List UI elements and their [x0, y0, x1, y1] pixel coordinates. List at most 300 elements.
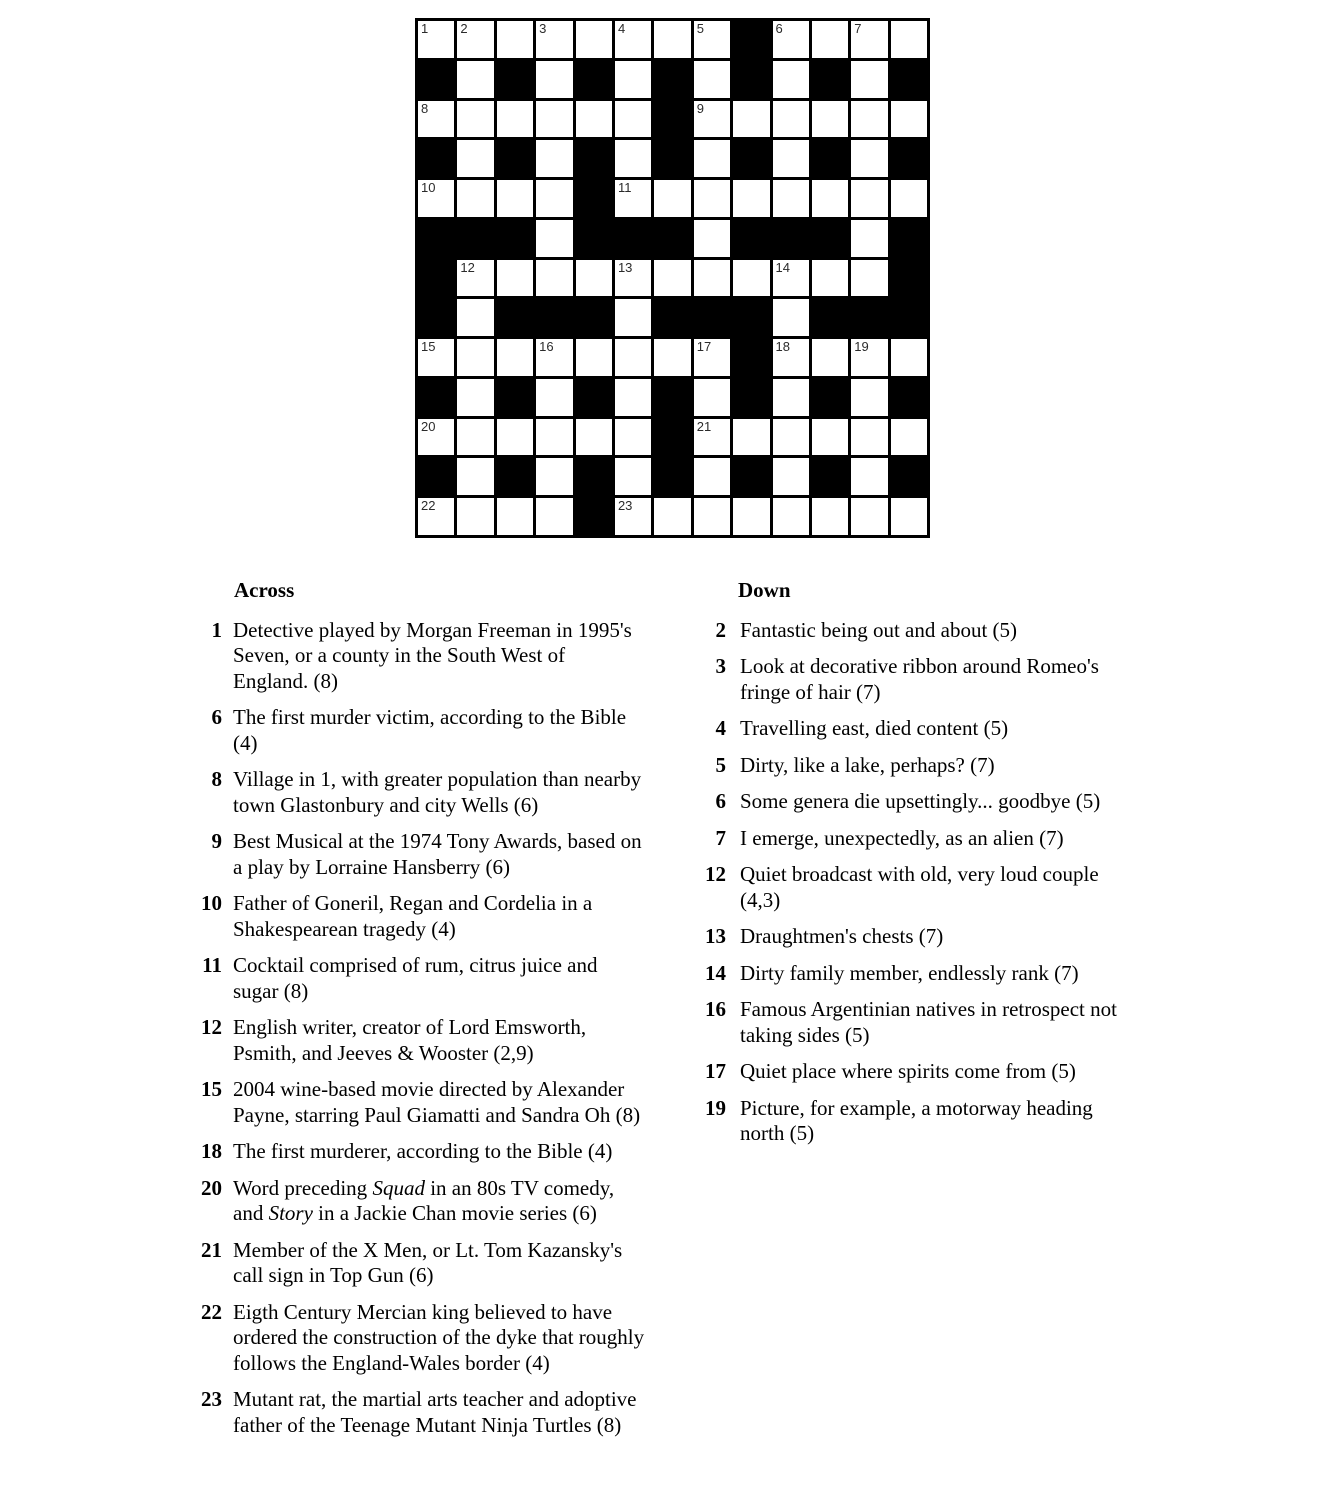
cell-number: 21: [696, 418, 712, 434]
across-clue-21: [196, 1238, 645, 1289]
clue-text: [740, 618, 1142, 644]
cell-number: 14: [775, 259, 790, 275]
clue-number: 8: [211, 767, 222, 791]
white-cell[interactable]: [851, 180, 887, 217]
white-cell[interactable]: [536, 419, 572, 456]
across-clue-9: [196, 829, 645, 880]
white-cell[interactable]: [576, 260, 612, 297]
clue-text: [233, 618, 645, 695]
clue-number: 5: [715, 752, 726, 777]
white-cell[interactable]: [536, 21, 572, 58]
clue-text-segment: Travelling east, died content (5): [740, 716, 1009, 740]
clue-number: 22: [201, 1299, 222, 1324]
clue-text: [233, 767, 645, 818]
white-cell[interactable]: [497, 419, 533, 456]
clue-text-segment: Quiet broadcast with old, very loud couple (4,3): [740, 862, 1099, 912]
clue-number: 7: [715, 825, 726, 850]
clue-text: [740, 753, 1142, 779]
white-cell[interactable]: [851, 140, 887, 177]
cell-number: 9: [696, 100, 704, 116]
cell-number: 18: [775, 339, 790, 354]
across-clue-23: [196, 1387, 645, 1438]
clue-text: [233, 1300, 645, 1377]
across-clue-11: [196, 953, 645, 1004]
white-cell[interactable]: [891, 21, 927, 58]
down-clue-19: [700, 1096, 1142, 1147]
black-cell: [418, 61, 454, 98]
cell-number: 5: [696, 21, 704, 36]
black-cell: [891, 379, 927, 416]
clue-number: 23: [201, 1387, 222, 1411]
white-cell[interactable]: [497, 101, 533, 138]
black-cell: [576, 140, 612, 177]
clue-text-segment: Best Musical at the 1974 Tony Awards, based on a play by Lorraine Hansberry (6): [233, 829, 642, 879]
white-cell[interactable]: [615, 498, 651, 535]
white-cell[interactable]: [773, 419, 809, 456]
white-cell[interactable]: [457, 379, 493, 416]
cell-number: 3: [539, 21, 547, 36]
black-cell: [576, 458, 612, 495]
clue-text: [740, 716, 1142, 742]
clue-number: 20: [201, 1175, 222, 1200]
black-cell: [891, 140, 927, 177]
clue-number: 3: [715, 654, 726, 678]
clue-text-segment: Father of Goneril, Regan and Cordelia in a Shakespearean tragedy (4): [233, 891, 593, 941]
clue-text: [740, 1096, 1142, 1147]
black-cell: [694, 299, 730, 336]
white-cell[interactable]: [773, 61, 809, 98]
clue-number: 17: [705, 1059, 726, 1083]
white-cell[interactable]: [536, 379, 572, 416]
cell-number: 19: [854, 339, 869, 354]
white-cell[interactable]: [773, 498, 809, 535]
down-clue-list: [700, 618, 1142, 1147]
clue-number: 19: [705, 1095, 726, 1120]
clue-text-segment: Cocktail comprised of rum, citrus juice and sugar (8): [233, 953, 598, 1003]
across-heading: Across: [234, 578, 295, 602]
down-clue-16: [700, 997, 1142, 1048]
clue-text-segment: The first murderer, according to the Bible (4): [233, 1139, 613, 1163]
clue-number: 4: [715, 716, 726, 740]
black-cell: [654, 101, 690, 138]
white-cell[interactable]: [733, 180, 769, 217]
black-cell: [576, 498, 612, 535]
clue-number: 12: [705, 862, 726, 886]
white-cell[interactable]: [733, 498, 769, 535]
across-clue-list: [196, 618, 645, 1439]
white-cell[interactable]: [812, 180, 848, 217]
clue-text: [233, 1139, 645, 1165]
down-heading: Down: [738, 578, 791, 602]
white-cell[interactable]: [733, 260, 769, 297]
clue-number: 21: [201, 1237, 222, 1262]
white-cell[interactable]: [497, 180, 533, 217]
white-cell[interactable]: [615, 419, 651, 456]
cell-number: 2: [460, 21, 468, 36]
down-clue-5: [700, 753, 1142, 779]
clue-number: 16: [705, 997, 726, 1021]
white-cell[interactable]: [851, 101, 887, 138]
white-cell[interactable]: [773, 458, 809, 495]
white-cell[interactable]: [773, 379, 809, 416]
down-clue-2: [700, 618, 1142, 644]
black-cell: [733, 140, 769, 177]
black-cell: [497, 61, 533, 98]
black-cell: [418, 379, 454, 416]
white-cell[interactable]: [654, 21, 690, 58]
across-clue-18: [196, 1139, 645, 1165]
clue-text-segment: Picture, for example, a motorway heading north (5): [740, 1095, 1093, 1145]
white-cell[interactable]: [694, 220, 730, 257]
cell-number: 15: [421, 339, 436, 354]
black-cell: [418, 140, 454, 177]
clue-text-segment: Dirty, like a lake, perhaps? (7): [740, 752, 995, 777]
white-cell[interactable]: [418, 419, 454, 456]
white-cell[interactable]: [773, 180, 809, 217]
across-clue-22: [196, 1300, 645, 1377]
white-cell[interactable]: [497, 498, 533, 535]
clue-text-segment: Look at decorative ribbon around Romeo's fringe of hair (7): [740, 654, 1099, 704]
clue-number: 11: [202, 953, 222, 977]
across-clue-20: [196, 1176, 645, 1227]
black-cell: [576, 220, 612, 257]
black-cell: [654, 220, 690, 257]
black-cell: [733, 21, 769, 58]
white-cell[interactable]: [694, 458, 730, 495]
black-cell: [615, 220, 651, 257]
cell-number: 23: [617, 498, 633, 513]
clue-text-segment: The first murder victim, according to the Bible (4): [233, 705, 627, 755]
clue-number: 2: [715, 617, 726, 642]
cell-number: 7: [854, 21, 862, 36]
black-cell: [733, 299, 769, 336]
white-cell[interactable]: [851, 61, 887, 98]
clue-text-segment: Word preceding: [233, 1175, 373, 1200]
clue-text: [233, 1176, 645, 1227]
clue-text: [233, 1238, 645, 1289]
white-cell[interactable]: [615, 458, 651, 495]
white-cell[interactable]: [536, 260, 572, 297]
clue-text-segment: Some genera die upsettingly... goodbye (5): [740, 789, 1101, 813]
black-cell: [576, 180, 612, 217]
black-cell: [418, 260, 454, 297]
white-cell[interactable]: [615, 299, 651, 336]
cell-number: 10: [421, 180, 436, 195]
white-cell[interactable]: [536, 498, 572, 535]
white-cell[interactable]: [536, 220, 572, 257]
cell-number: 6: [775, 21, 783, 36]
black-cell: [812, 61, 848, 98]
down-clue-13: [700, 924, 1142, 950]
white-cell[interactable]: [694, 419, 730, 456]
black-cell: [418, 458, 454, 495]
across-clue-10: [196, 891, 645, 942]
white-cell[interactable]: [418, 339, 454, 376]
clue-text-segment: Mutant rat, the martial arts teacher and adoptive father of the Teenage Mutant Ninja Turtles (8): [233, 1387, 637, 1437]
white-cell[interactable]: [654, 498, 690, 535]
black-cell: [733, 339, 769, 376]
black-cell: [851, 299, 887, 336]
clue-number: 6: [211, 705, 222, 729]
white-cell[interactable]: [654, 339, 690, 376]
clue-text-segment: Member of the X Men, or Lt. Tom Kazansky's call sign in Top Gun (6): [233, 1237, 623, 1287]
clue-text: [233, 1387, 645, 1438]
white-cell[interactable]: [851, 419, 887, 456]
cell-number: 13: [617, 259, 633, 275]
white-cell[interactable]: [812, 419, 848, 456]
white-cell[interactable]: [851, 498, 887, 535]
white-cell[interactable]: [733, 419, 769, 456]
white-cell[interactable]: [615, 379, 651, 416]
cell-number: 8: [421, 100, 429, 116]
white-cell[interactable]: [694, 101, 730, 138]
white-cell[interactable]: [418, 21, 454, 58]
down-clue-17: [700, 1059, 1142, 1085]
white-cell[interactable]: [536, 339, 572, 376]
white-cell[interactable]: [457, 339, 493, 376]
clue-text: [740, 924, 1142, 950]
white-cell[interactable]: [457, 21, 493, 58]
clue-text: [233, 705, 645, 756]
white-cell[interactable]: [615, 180, 651, 217]
white-cell[interactable]: [773, 140, 809, 177]
white-cell[interactable]: [457, 61, 493, 98]
clue-text: [740, 1059, 1142, 1085]
clue-number: 10: [201, 891, 222, 915]
black-cell: [536, 299, 572, 336]
black-cell: [576, 299, 612, 336]
white-cell[interactable]: [891, 180, 927, 217]
down-clue-12: [700, 862, 1142, 913]
clue-text: [233, 953, 645, 1004]
down-clue-3: [700, 654, 1142, 705]
black-cell: [654, 379, 690, 416]
clue-text-segment: I emerge, unexpectedly, as an alien (7): [740, 825, 1064, 850]
white-cell[interactable]: [773, 21, 809, 58]
clue-text-segment: Draughtmen's chests (7): [740, 924, 944, 948]
cell-number: 17: [696, 339, 712, 354]
white-cell[interactable]: [851, 260, 887, 297]
clue-text-segment: English writer, creator of Lord Emsworth, Psmith, and Jeeves & Wooster (2,9): [233, 1015, 587, 1065]
white-cell[interactable]: [536, 140, 572, 177]
white-cell[interactable]: [733, 101, 769, 138]
black-cell: [812, 140, 848, 177]
white-cell[interactable]: [576, 419, 612, 456]
black-cell: [891, 260, 927, 297]
white-cell[interactable]: [773, 299, 809, 336]
down-clue-14: [700, 961, 1142, 987]
white-cell[interactable]: [694, 180, 730, 217]
white-cell[interactable]: [812, 339, 848, 376]
white-cell[interactable]: [654, 260, 690, 297]
black-cell: [654, 61, 690, 98]
black-cell: [733, 379, 769, 416]
clue-text: [740, 862, 1142, 913]
clue-text-segment: Detective played by Morgan Freeman in 1995's Seven, or a county in the South West of England. (8): [233, 617, 632, 693]
across-clue-8: [196, 767, 645, 818]
black-cell: [654, 140, 690, 177]
clue-number: 15: [201, 1077, 222, 1101]
clue-text-segment: Village in 1, with greater population than nearby town Glastonbury and city Wells (6): [233, 767, 642, 817]
clue-text: [233, 829, 645, 880]
black-cell: [812, 379, 848, 416]
white-cell[interactable]: [418, 101, 454, 138]
white-cell[interactable]: [773, 260, 809, 297]
white-cell[interactable]: [812, 260, 848, 297]
white-cell[interactable]: [536, 61, 572, 98]
white-cell[interactable]: [851, 339, 887, 376]
white-cell[interactable]: [773, 339, 809, 376]
clue-text: [740, 654, 1142, 705]
white-cell[interactable]: [497, 260, 533, 297]
white-cell[interactable]: [615, 21, 651, 58]
black-cell: [418, 299, 454, 336]
cell-number: 16: [539, 339, 554, 354]
white-cell[interactable]: [536, 458, 572, 495]
white-cell[interactable]: [615, 61, 651, 98]
clue-text: [233, 891, 645, 942]
across-clue-12: [196, 1015, 645, 1066]
clue-number: 18: [201, 1139, 222, 1163]
black-cell: [773, 220, 809, 257]
clue-number: 12: [201, 1015, 222, 1039]
clue-text: [740, 961, 1142, 987]
clue-text-italic-segment: Story: [268, 1201, 313, 1225]
white-cell[interactable]: [457, 458, 493, 495]
cell-number: 4: [617, 21, 626, 36]
across-clue-1: [196, 618, 645, 695]
clue-number: 6: [715, 789, 726, 813]
clue-text: [740, 789, 1142, 815]
down-clues-section: [700, 578, 1142, 1158]
white-cell[interactable]: [812, 21, 848, 58]
white-cell[interactable]: [457, 140, 493, 177]
white-cell[interactable]: [891, 419, 927, 456]
white-cell[interactable]: [457, 299, 493, 336]
clue-text-segment: in an 80s TV comedy, and: [233, 1175, 615, 1225]
clue-text-segment: Quiet place where spirits come from (5): [740, 1059, 1076, 1083]
white-cell[interactable]: [457, 498, 493, 535]
white-cell[interactable]: [457, 419, 493, 456]
clue-text-segment: Dirty family member, endlessly rank (7): [740, 960, 1079, 985]
white-cell[interactable]: [851, 21, 887, 58]
black-cell: [497, 299, 533, 336]
white-cell[interactable]: [536, 101, 572, 138]
clue-number: 13: [705, 924, 726, 948]
cell-number: 1: [421, 21, 429, 36]
cell-number: 22: [421, 498, 436, 513]
black-cell: [457, 220, 493, 257]
white-cell[interactable]: [576, 339, 612, 376]
black-cell: [654, 299, 690, 336]
black-cell: [654, 458, 690, 495]
white-cell[interactable]: [694, 498, 730, 535]
across-clue-6: [196, 705, 645, 756]
white-cell[interactable]: [536, 180, 572, 217]
clue-text: [740, 826, 1142, 852]
clue-text-segment: in a Jackie Chan movie series (6): [312, 1201, 597, 1225]
white-cell[interactable]: [891, 101, 927, 138]
white-cell[interactable]: [851, 379, 887, 416]
black-cell: [812, 220, 848, 257]
down-clue-4: [700, 716, 1142, 742]
white-cell[interactable]: [694, 61, 730, 98]
white-cell[interactable]: [457, 180, 493, 217]
black-cell: [891, 220, 927, 257]
black-cell: [497, 220, 533, 257]
black-cell: [497, 379, 533, 416]
white-cell[interactable]: [812, 498, 848, 535]
black-cell: [733, 61, 769, 98]
white-cell[interactable]: [654, 180, 690, 217]
white-cell[interactable]: [576, 101, 612, 138]
white-cell[interactable]: [694, 21, 730, 58]
clue-number: 14: [705, 960, 726, 985]
white-cell[interactable]: [615, 260, 651, 297]
clue-text: [233, 1077, 645, 1128]
black-cell: [654, 419, 690, 456]
cell-number: 11: [617, 180, 632, 195]
black-cell: [497, 458, 533, 495]
white-cell[interactable]: [891, 339, 927, 376]
white-cell[interactable]: [497, 21, 533, 58]
white-cell[interactable]: [576, 21, 612, 58]
white-cell[interactable]: [773, 101, 809, 138]
clue-text-italic-segment: Squad: [372, 1175, 425, 1200]
white-cell[interactable]: [891, 498, 927, 535]
clue-text: [233, 1015, 645, 1066]
black-cell: [576, 379, 612, 416]
clue-number: 1: [211, 617, 222, 642]
clue-text: [740, 997, 1142, 1048]
white-cell[interactable]: [694, 260, 730, 297]
across-clue-15: [196, 1077, 645, 1128]
black-cell: [812, 299, 848, 336]
white-cell[interactable]: [615, 140, 651, 177]
white-cell[interactable]: [457, 260, 493, 297]
clue-number: 9: [211, 829, 222, 853]
across-clues-section: [196, 578, 645, 1449]
black-cell: [891, 61, 927, 98]
white-cell[interactable]: [457, 101, 493, 138]
black-cell: [733, 458, 769, 495]
white-cell[interactable]: [497, 339, 533, 376]
white-cell[interactable]: [812, 101, 848, 138]
white-cell[interactable]: [851, 220, 887, 257]
white-cell[interactable]: [694, 140, 730, 177]
crossword-grid: [415, 18, 930, 538]
white-cell[interactable]: [615, 101, 651, 138]
cell-number: 20: [421, 418, 436, 434]
white-cell[interactable]: [615, 339, 651, 376]
white-cell[interactable]: [694, 379, 730, 416]
clue-text-segment: Fantastic being out and about (5): [740, 617, 1018, 642]
black-cell: [418, 220, 454, 257]
white-cell[interactable]: [418, 498, 454, 535]
down-clue-7: [700, 826, 1142, 852]
down-clue-6: [700, 789, 1142, 815]
black-cell: [891, 458, 927, 495]
white-cell[interactable]: [418, 180, 454, 217]
black-cell: [576, 61, 612, 98]
black-cell: [733, 220, 769, 257]
clue-text-segment: 2004 wine-based movie directed by Alexander Payne, starring Paul Giamatti and Sandra Oh (8): [233, 1077, 641, 1127]
black-cell: [891, 299, 927, 336]
white-cell[interactable]: [851, 458, 887, 495]
white-cell[interactable]: [694, 339, 730, 376]
clue-text-segment: Famous Argentinian natives in retrospect not taking sides (5): [740, 997, 1117, 1047]
cell-number: 12: [460, 259, 475, 275]
